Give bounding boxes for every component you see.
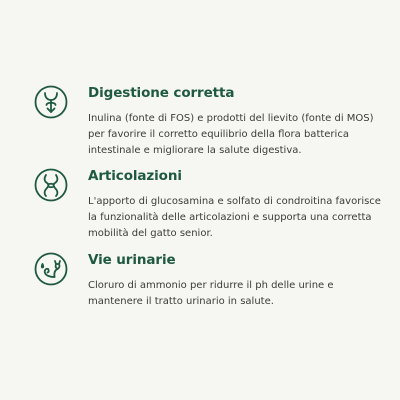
- feature-title: Articolazioni: [88, 168, 182, 184]
- feature-title: Vie urinarie: [88, 252, 176, 268]
- feature-description: Inulina (fonte di FOS) e prodotti del lievito (fonte di MOS) per favorire il corretto equilibrio della flora batterica intestinale e migliorare la salute digestiva.: [88, 113, 374, 156]
- joint-icon: [34, 168, 68, 202]
- digestion-icon: [34, 85, 68, 119]
- feature-description: L'apporto di glucosamina e solfato di condroitina favorisce la funzionalità delle articolazioni e supporta una corretta mobilità del gatto senior.: [88, 196, 381, 239]
- feature-description: Cloruro di ammonio per ridurre il ph delle urine e mantenere il tratto urinario in salute.: [88, 280, 334, 307]
- urinary-cat-icon: [34, 252, 68, 286]
- feature-title: Digestione corretta: [88, 85, 235, 101]
